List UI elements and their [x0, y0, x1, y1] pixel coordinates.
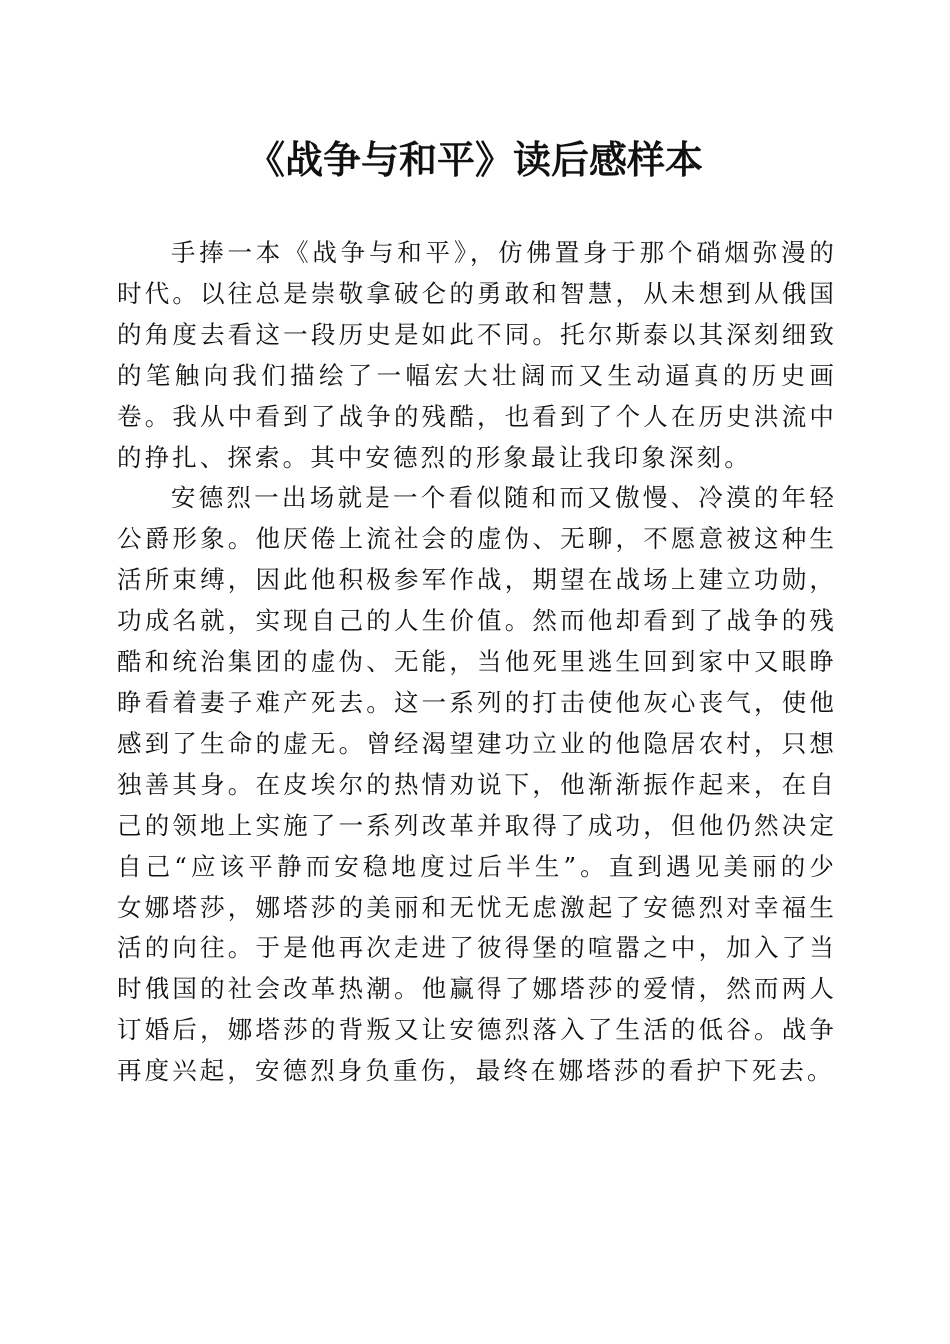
paragraph-intro: 手捧一本《战争与和平》，仿佛置身于那个硝烟弥漫的时代。以往总是崇敬拿破仑的勇敢和智慧，从未想到从俄国的角度去看这一段历史是如此不同。托尔斯泰以其深刻细致的笔触向我们描绘了一幅宏大壮阔而又生动逼真的历史画卷。我从中看到了战争的残酷，也看到了个人在历史洪流中的挣扎、探索。其中安德烈的形象最让我印象深刻。 [117, 238, 837, 472]
document-title: 《战争与和平》读后感样本 [246, 137, 703, 182]
paragraph-andrei: 安德烈一出场就是一个看似随和而又傲慢、冷漠的年轻公爵形象。他厌倦上流社会的虚伪、无聊，不愿意被这种生活所束缚，因此他积极参军作战，期望在战场上建立功勋，功成名就，实现自己的人生价值。然而他却看到了战争的残酷和统治集团的虚伪、无能，当他死里逃生回到家中又眼睁睁看着妻子难产死去。这一系列的打击使他灰心丧气，使他感到了生命的虚无。曾经渴望建功立业的他隐居农村，只想独善其身。在皮埃尔的热情劝说下，他渐渐振作起来，在自己的领地上实施了一系列改革并取得了成功，但他仍然决定自己“应该平静而安稳地度过后半生”。直到遇见美丽的少女娜塔莎，娜塔莎的美丽和无忧无虑激起了安德烈对幸福生活的向往。于是他再次走进了彼得堡的喧嚣之中，加入了当时俄国的社会改革热潮。他赢得了娜塔莎的爱情，然而两人订婚后，娜塔莎的背叛又让安德烈落入了生活的低谷。战争再度兴起，安德烈身负重伤，最终在娜塔莎的看护下死去。 [117, 483, 837, 1086]
document-body [117, 233, 837, 1092]
